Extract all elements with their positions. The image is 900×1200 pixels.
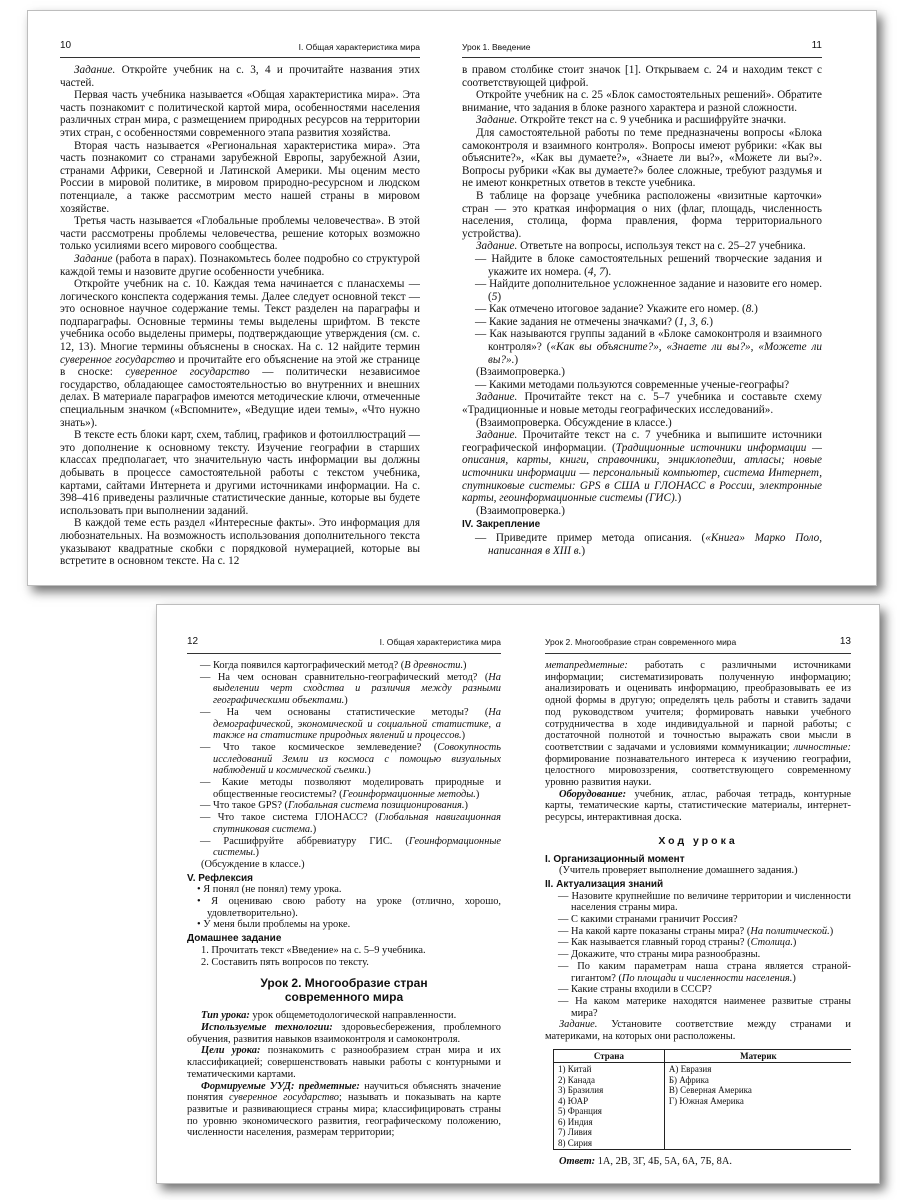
paragraph: Задание (работа в парах). Познакомьтесь более подробно со структурой каждой темы и назовите другие особенности учебника. bbox=[60, 252, 420, 278]
paragraph: Формируемые УУД: предметные: научиться объяснять значение понятия суверенное государство; называть и показывать на карте развитые и развивающиеся страны мира; классифицировать страны по уровню экономического развития, географическому положению, численности населения, размерам территории; bbox=[187, 1080, 501, 1139]
list-item: 1. Прочитать текст «Введение» на с. 5–9 учебника. bbox=[201, 944, 426, 956]
list-item: • Я оцениваю свою работу на уроке (отлично, хорошо, удовлетворительно). bbox=[197, 896, 501, 919]
table-header: Страна bbox=[554, 1049, 665, 1063]
question-item: — Как называются группы заданий в «Блоке самоконтроля и взаимного контроля»? («Как вы объясните?», «Знаете ли вы?», «Можете ли вы?».) bbox=[475, 328, 822, 366]
paragraph: Задание. Прочитайте текст на с. 7 учебника и выпишите источники географической информации. (Традиционные источники информации — описания, карты, книги, справочники, энциклопедии, атласы; новые источники информации — персональный компьютер, система Интернет, спутниковые системы: GPS в США и ГЛОНАСС в России, электронные карты, геоинформационные системы (ГИС).) bbox=[462, 429, 822, 505]
question-item: — Найдите в блоке самостоятельных решений творческие задания и укажите их номера. (4, 7). bbox=[475, 252, 822, 278]
page-10 bbox=[60, 39, 420, 585]
question-item: — Назовите крупнейшие по величине территории и численности населения страны мира. bbox=[558, 890, 851, 914]
question-item: — На чем основаны статистические методы? (На демографической, экономической и социальной статистике, а также на статистике природных явлений и процессов.) bbox=[200, 706, 501, 742]
page-header bbox=[187, 635, 501, 654]
question-item: — С какими странами граничит Россия? bbox=[558, 914, 738, 926]
question-item: — Приведите пример метода описания. («Книга» Марко Поло, написанная в XIII в.) bbox=[475, 531, 822, 557]
paragraph: Задание. Откройте текст на с. 9 учебника и расшифруйте значки. bbox=[476, 114, 787, 127]
question-item: — Какие методы позволяют моделировать природные и общественные геосистемы? (Геоинформационные методы.) bbox=[200, 777, 501, 800]
paragraph: (Взаимопроверка. Обсуждение в классе.) bbox=[476, 416, 672, 429]
section-heading: Домашнее задание bbox=[187, 933, 282, 945]
running-title: I. Общая характеристика мира bbox=[379, 637, 501, 647]
section-heading: I. Организационный момент bbox=[545, 853, 685, 865]
section-heading: IV. Закрепление bbox=[462, 519, 541, 531]
list-item: 1) Китай bbox=[558, 1064, 592, 1075]
list-item: 2. Составить пять вопросов по тексту. bbox=[201, 956, 369, 968]
course-heading: Ход урока bbox=[658, 834, 738, 847]
paragraph: Задание. Прочитайте текст на с. 5–7 учебника и составьте схему «Традиционные и новые методы географических исследований». bbox=[462, 391, 822, 417]
page-13 bbox=[545, 635, 851, 1183]
paragraph: метапредметные: работать с различными источниками информации; систематизировать полученную информацию; анализировать и оценивать информацию, преобразовывать ее из одной формы в другую; определять цель работы и ставить задачи под руководством учителя; формировать навыки учебного сотрудничества в ходе индивидуальной и парной работы; с достаточной полнотой и точностью выражать свои мысли в соответствии с задачами и условиями коммуникации; личностные: формирование познавательного интереса к изучению географии, целостного мировоззрения, соответствующего современному уровню развития науки. bbox=[545, 660, 851, 789]
page-number: 11 bbox=[811, 40, 822, 51]
page-number: 10 bbox=[60, 40, 72, 51]
list-item: 5) Франция bbox=[558, 1106, 602, 1117]
paragraph: Задание. Откройте учебник на с. 3, 4 и прочитайте названия этих частей. bbox=[60, 64, 420, 89]
question-item: — Найдите дополнительное усложненное задание и назовите его номер. (5) bbox=[475, 278, 822, 303]
section-heading: V. Рефлексия bbox=[187, 872, 253, 884]
page-12 bbox=[187, 635, 501, 1183]
countries-cell bbox=[554, 1063, 665, 1150]
table-header: Материк bbox=[664, 1049, 851, 1063]
continents-cell bbox=[664, 1063, 851, 1150]
paragraph: Для самостоятельной работы по теме предназначены вопросы «Блока самоконтроля и взаимного контроля». Вопросы имеют рубрики: «Как вы объясните?», «Как вы думаете?», «Знаете ли вы?», «Можете ли вы?». Вопросы рубрики «Как вы думаете?» более сложные, требуют раздумья и не имеют конкретных ответов в тексте учебника. bbox=[462, 126, 822, 190]
question-item: — Что такое космическое землеведение? (Совокупность исследований Земли из космоса с помощью визуальных наблюдений и космической съемки.) bbox=[200, 741, 501, 777]
paragraph: Первая часть учебника называется «Общая характеристика мира». Эта часть познакомит с политической картой мира, особенностями населения различных стран мира, с размещением природных ресурсов на территории этих стран, с особенностями современного этапа развития хозяйства. bbox=[60, 89, 420, 139]
running-title: Урок 2. Многообразие стран современного мира bbox=[545, 637, 737, 647]
section-heading: II. Актуализация знаний bbox=[545, 878, 664, 890]
question-item: — Что такое система ГЛОНАСС? (Глобальная навигационная спутниковая система.) bbox=[200, 812, 501, 835]
question-item: — Как называется главный город страны? (Столица.) bbox=[558, 937, 797, 949]
list-item: 3) Бразилия bbox=[558, 1085, 604, 1096]
paragraph: Тип урока: урок общеметодологической направленности. bbox=[201, 1010, 457, 1022]
paragraph: (Обсуждение в классе.) bbox=[201, 858, 305, 870]
running-title: I. Общая характеристика мира bbox=[298, 42, 420, 52]
page-number: 13 bbox=[839, 636, 851, 647]
paragraph: Используемые технологии: здоровьесбережения, проблемного обучения, развития навыков взаимоконтроля и самоконтроля. bbox=[187, 1021, 501, 1045]
list-item: • У меня были проблемы на уроке. bbox=[197, 919, 351, 931]
question-item: — Когда появился картографический метод? (В древности.) bbox=[200, 660, 467, 671]
paragraph: (Взаимопроверка.) bbox=[476, 366, 565, 379]
paragraph: Третья часть называется «Глобальные проблемы человечества». В этой части рассмотрены проблемы человечества, решение которых возможно только усилиями всего мирового сообщества. bbox=[60, 215, 420, 253]
list-item: 8) Сирия bbox=[558, 1137, 593, 1148]
question-item: — Расшифруйте аббревиатуру ГИС. (Геоинформационные системы.) bbox=[200, 835, 501, 859]
lesson-title: Урок 2. Многообразие стран современного мира bbox=[260, 976, 428, 1005]
paragraph: Задание. Ответьте на вопросы, используя текст на с. 25–27 учебника. bbox=[476, 240, 806, 253]
paragraph: В тексте есть блоки карт, схем, таблиц, графиков и фотоиллюстраций — это дополнение к основному тексту. Изучение географии в старших классах предполагает, что значительную часть информации вы должны добывать в процессе самостоятельной работы с текстом учебника, картами, сайтами Интернета и другими источниками информации. На с. 398–416 приведены различные статистические данные, которые вы будете использовать при выполнении заданий. bbox=[60, 429, 420, 517]
list-item: 4) ЮАР bbox=[558, 1095, 589, 1106]
paragraph: Откройте учебник на с. 10. Каждая тема начинается с планасхемы — логического конспекта содержания темы. Далее следует основной текст — это основное научное содержание темы. Текст разделен на параграфы и подпараграфы. Основные термины темы выделены шрифтом. В тексте учебника особо выделены примеры, подтверждающие утверждения (см. с. 12, 13). Многие термины объяснены в сносках. На с. 12 найдите термин суверенное государство и прочитайте его объяснение на этой же странице в сноске: суверенное государство — политически независимое государство, обладающее самостоятельностью во внутренних и внешних делах. В материале параграфов имеются методические ключи, отмеченные специальным значком («Вспомните», «Ведущие идеи темы», «Что нужно знать»). bbox=[60, 278, 420, 429]
question-item: — Как отмечено итоговое задание? Укажите его номер. (8.) bbox=[475, 303, 758, 316]
question-item: — Какие задания не отмечены значками? (1, 3, 6.) bbox=[475, 315, 713, 328]
question-item: — Что такое GPS? (Глобальная система позиционирования.) bbox=[200, 800, 468, 812]
paragraph: Вторая часть называется «Региональная характеристика мира». Эта часть познакомит со странами зарубежной Европы, зарубежной Азии, странами Африки, Северной и Латинской Америки. Мы оценим место России в мировой политике, в мировом природно-ресурсном и людском потенциале, а также рассмотрим место нашей страны в мировом хозяйстве. bbox=[60, 139, 420, 215]
paragraph: Оборудование: учебник, атлас, рабочая тетрадь, контурные карты, тематические карты, статистические материалы, интернет-ресурсы, интерактивная доска. bbox=[545, 788, 851, 824]
paragraph: Цели урока: познакомить с разнообразием стран мира и их классификацией; совершенствовать навыки работы с контурными и тематическими картами. bbox=[187, 1045, 501, 1080]
book-spread-pages-10-11 bbox=[27, 10, 877, 586]
paragraph: Задание. Установите соответствие между странами и материками, на которых они расположены. bbox=[545, 1019, 851, 1043]
page-11 bbox=[462, 39, 822, 585]
page-header bbox=[545, 635, 851, 654]
paragraph: (Учитель проверяет выполнение домашнего задания.) bbox=[559, 865, 798, 877]
question-item: — По каким параметрам наша страна является страной-гигантом? (По площади и численности населения.) bbox=[558, 960, 851, 984]
list-item: • Я понял (не понял) тему урока. bbox=[197, 884, 342, 896]
list-item: А) Евразия bbox=[668, 1064, 712, 1075]
list-item: В) Северная Америка bbox=[668, 1085, 752, 1096]
book-spread-pages-12-13 bbox=[156, 604, 880, 1184]
question-item: — Докажите, что страны мира разнообразны. bbox=[558, 949, 761, 961]
question-item: — На каком материке находятся наименее развитые страны мира? bbox=[558, 995, 851, 1019]
list-item: 6) Индия bbox=[558, 1116, 593, 1127]
question-item: — На какой карте показаны страны мира? (На политической.) bbox=[558, 925, 834, 937]
question-item: — Какие страны входили в СССР? bbox=[558, 984, 712, 996]
question-item: — Какими методами пользуются современные ученые-географы? bbox=[475, 378, 790, 391]
matching-table bbox=[553, 1049, 851, 1151]
page-header bbox=[60, 39, 420, 58]
answer-line: Ответ: 1А, 2В, 3Г, 4Б, 5А, 6А, 7Б, 8А. bbox=[559, 1156, 732, 1168]
list-item: Г) Южная Америка bbox=[668, 1095, 744, 1106]
page-header bbox=[462, 39, 822, 58]
paragraph: Откройте учебник на с. 25 «Блок самостоятельных решений». Обратите внимание, что задания в блоке разного характера и разной сложности. bbox=[462, 89, 822, 114]
paragraph: В таблице на форзаце учебника расположены «визитные карточки» стран — это краткая информация о них (флаг, площадь, численность населения, столица, форма правления, форма территориального устройства). bbox=[462, 189, 822, 240]
paragraph: в правом столбике стоит значок [1]. Открываем с. 24 и находим текст с соответствующей цифрой. bbox=[462, 64, 822, 89]
question-item: — На чем основан сравнительно-географический метод? (На выделении черт сходства и различия между разными географическими объектами.) bbox=[200, 671, 501, 707]
list-item: Б) Африка bbox=[668, 1074, 709, 1085]
paragraph: (Взаимопроверка.) bbox=[476, 504, 565, 517]
paragraph: В каждой теме есть раздел «Интересные факты». Это информация для любознательных. На возможность использования дополнительного текста указывают квадратные скобки с порядковой нумерацией, которые вы встретите в основном тексте. На с. 12 bbox=[60, 517, 420, 568]
running-title: Урок 1. Введение bbox=[462, 42, 531, 52]
page-number: 12 bbox=[187, 636, 199, 647]
list-item: 7) Ливия bbox=[558, 1127, 592, 1138]
list-item: 2) Канада bbox=[558, 1074, 596, 1085]
